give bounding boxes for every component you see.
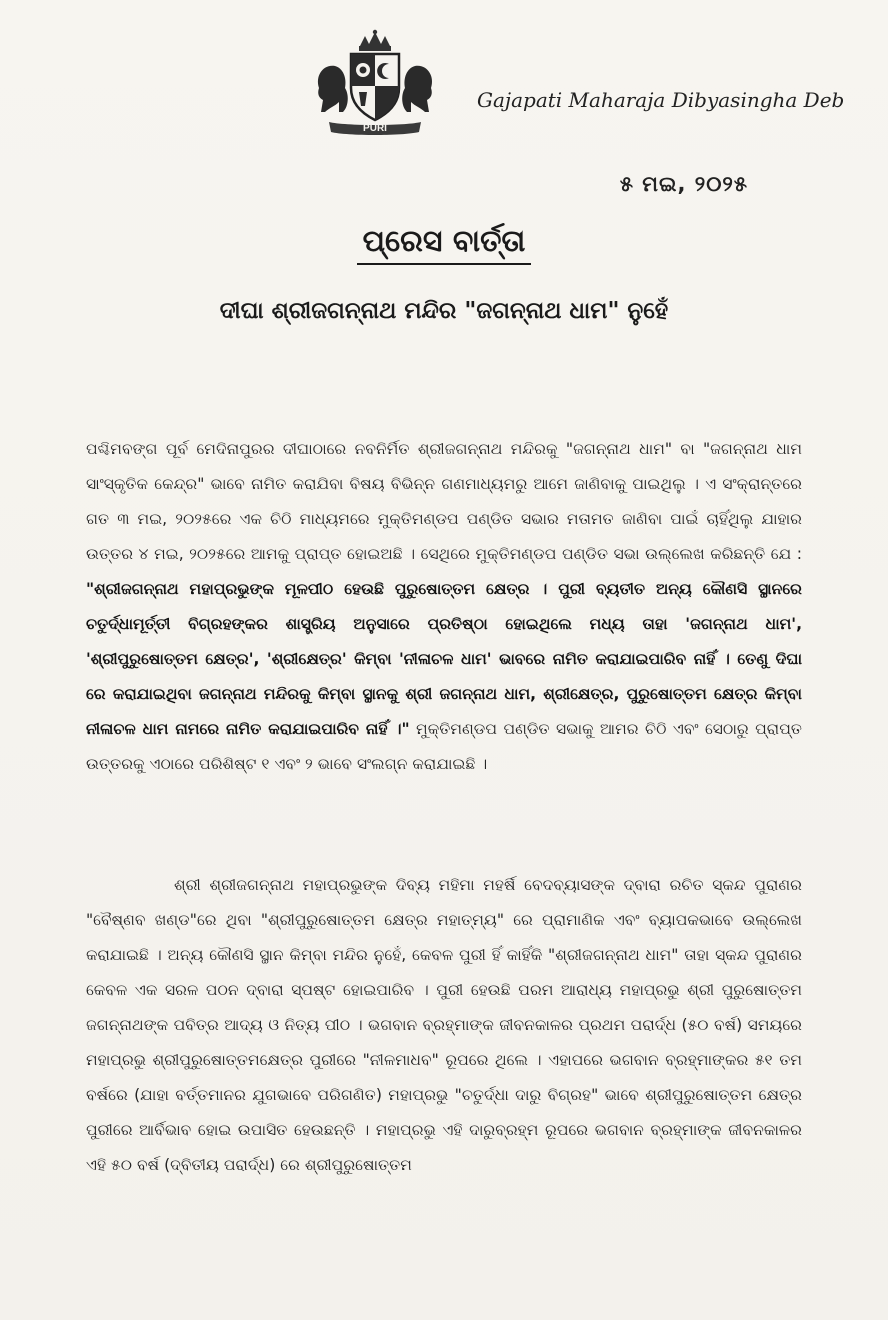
signatory-name: Gajapati Maharaja Dibyasingha Deb [477,88,845,112]
royal-crest-logo [305,28,445,138]
release-date: ୫ ମଇ, ୨୦୨୫ [619,172,748,196]
page-title: ପ୍ରେସ ବାର୍ତ୍ତା [357,224,532,265]
paragraph-1 [86,432,802,782]
page-subtitle: ଦୀଘା ଶ୍ରୀଜଗନ୍ନାଥ ମନ୍ଦିର "ଜଗନ୍ନାଥ ଧାମ" ନୁହେଁ [219,298,669,324]
paragraph-1-intro: ପଶ୍ଚିମବଙ୍ଗ ପୂର୍ବ ମେଦିନାପୁରର ଦୀଘାଠାରେ ନବନିର୍ମିତ ଶ୍ରୀଜଗନ୍ନାଥ ମନ୍ଦିରକୁ "ଜଗନ୍ନାଥ ଧାମ" ବା "ଜଗନ୍ନାଥ ଧାମ ସାଂସ୍କୃତିକ କେନ୍ଦ୍ର" ଭାବେ ନାମିତ କରାଯିବା ବିଷୟ ବିଭିନ୍ନ ଗଣମାଧ୍ୟମରୁ ଆମେ ଜାଣିବାକୁ ପାଇଥିଲୁ । ଏ ସଂକ୍ରାନ୍ତରେ ଗତ ୩ ମଇ, ୨୦୨୫ରେ ଏକ ଚିଠି ମାଧ୍ୟମରେ ମୁକ୍ତିମଣ୍ଡପ ପଣ୍ଡିତ ସଭାର ମତାମତ ଜାଣିବା ପାଇଁ ଚାହିଁଥିଲୁ ଯାହାର ଉତ୍ତର ୪ ମଇ, ୨୦୨୫ରେ ଆମକୁ ପ୍ରାପ୍ତ ହୋଇଅଛି । ସେଥିରେ ମୁକ୍ତିମଣ୍ଡପ ପଣ୍ଡିତ ସଭା ଉଲ୍ଲେଖ କରିଛନ୍ତି ଯେ : [86,440,802,563]
letterhead [305,28,865,140]
paragraph-2: ଶ୍ରୀ ଶ୍ରୀଜଗନ୍ନାଥ ମହାପ୍ରଭୁଙ୍କ ଦିବ୍ୟ ମହିମା ମହର୍ଷି ବେଦବ୍ୟାସଙ୍କ ଦ୍ବାରା ରଚିତ ସ୍କନ୍ଦ ପୁରାଣର "ବୈଷ୍ଣବ ଖଣ୍ଡ"ରେ ଥିବା "ଶ୍ରୀପୁରୁଷୋତ୍ତମ କ୍ଷେତ୍ର ମହାତ୍ମ୍ୟ" ରେ ପ୍ରାମାଣିକ ଏବଂ ବ୍ୟାପକଭାବେ ଉଲ୍ଲେଖ କରାଯାଇଛି । ଅନ୍ୟ କୌଣସି ସ୍ଥାନ କିମ୍ବା ମନ୍ଦିର ନୁହେଁ, କେବଳ ପୁରୀ ହିଁ କାହିଁକି "ଶ୍ରୀଜଗନ୍ନାଥ ଧାମ" ତାହା ସ୍କନ୍ଦ ପୁରାଣର କେବଳ ଏକ ସରଳ ପଠନ ଦ୍ବାରା ସ୍ପଷ୍ଟ ହୋଇପାରିବ । ପୁରୀ ହେଉଛି ପରମ ଆରାଧ୍ୟ ମହାପ୍ରଭୁ ଶ୍ରୀ ପୁରୁଷୋତ୍ତମ ଜଗନ୍ନାଥଙ୍କ ପବିତ୍ର ଆଦ୍ୟ ଓ ନିତ୍ୟ ପୀଠ । ଭଗବାନ ବ୍ରହ୍ମାଙ୍କ ଜୀବନକାଳର ପ୍ରଥମ ପରାର୍ଦ୍ଧ (୫୦ ବର୍ଷ) ସମୟରେ ମହାପ୍ରଭୁ ଶ୍ରୀପୁରୁଷୋତ୍ତମକ୍ଷେତ୍ର ପୁରୀରେ "ନୀଳମାଧବ" ରୂପରେ ଥିଲେ । ଏହାପରେ ଭଗବାନ ବ୍ରହ୍ମାଙ୍କର ୫୧ ତମ ବର୍ଷରେ (ଯାହା ବର୍ତ୍ତମାନର ଯୁଗଭାବେ ପରିଗଣିତ) ମହାପ୍ରଭୁ "ଚତୁର୍ଦ୍ଧା ଦାରୁ ବିଗ୍ରହ" ଭାବେ ଶ୍ରୀପୁରୁଷୋତ୍ତମ କ୍ଷେତ୍ର ପୁରୀରେ ଆର୍ବିଭାବ ହୋଇ ଉପାସିତ ହେଉଛନ୍ତି । ମହାପ୍ରଭୁ ଏହି ଦାରୁବ୍ରହ୍ମ ରୂପରେ ଭଗବାନ ବ୍ରହ୍ମାଙ୍କ ଜୀବନକାଳର ଏହି ୫୦ ବର୍ଷ (ଦ୍ବିତୀୟ ପରାର୍ଦ୍ଧ) ରେ ଶ୍ରୀପୁରୁଷୋତ୍ତମ [86,876,802,1174]
paragraph-1-quote: "ଶ୍ରୀଜଗନ୍ନାଥ ମହାପ୍ରଭୁଙ୍କ ମୂଳପୀଠ ହେଉଛି ପୁରୁଷୋତ୍ତମ କ୍ଷେତ୍ର । ପୁରୀ ବ୍ୟତୀତ ଅନ୍ୟ କୌଣସି ସ୍ଥାନରେ ଚତୁର୍ଦ୍ଧାମୂର୍ତ୍ତୀ ବିଗ୍ରହଙ୍କର ଶାସ୍ତ୍ରିୟ ଅନୁସାରେ ପ୍ରତିଷ୍ଠା ହୋଇଥିଲେ ମଧ୍ୟ ତାହା 'ଜଗନ୍ନାଥ ଧାମ', 'ଶ୍ରୀପୁରୁଷୋତ୍ତମ କ୍ଷେତ୍ର', 'ଶ୍ରୀକ୍ଷେତ୍ର' କିମ୍ବା 'ନୀଳାଚଳ ଧାମ' ଭାବରେ ନାମିତ କରାଯାଇପାରିବ ନାହିଁ । ତେଣୁ ଦିଘା ରେ କରାଯାଇଥିବା ଜଗନ୍ନାଥ ମନ୍ଦିରକୁ କିମ୍ବା ସ୍ଥାନକୁ ଶ୍ରୀ ଜଗନ୍ନାଥ ଧାମ, ଶ୍ରୀକ୍ଷେତ୍ର, ପୁରୁଷୋତ୍ତମ କ୍ଷେତ୍ର କିମ୍ବା ନୀଳାଚଳ ଧାମ ନାମରେ ନାମିତ କରାଯାଇପାରିବ ନାହିଁ ।" [86,580,802,738]
paragraph-1-outro: ମୁକ୍ତିମଣ୍ଡପ ପଣ୍ଡିତ ସଭାକୁ ଆମର ଚିଠି ଏବଂ ସେଠାରୁ ପ୍ରାପ୍ତ ଉତ୍ତରକୁ ଏଠାରେ ପରିଶିଷ୍ଟ ୧ ଏବଂ ୨ ଭାବେ ସଂଲଗ୍ନ କରାଯାଇଛି । [86,720,802,773]
page-title-wrapper [0,224,888,265]
crest-caption: PURI [363,123,387,134]
crest-emblem-icon [305,28,445,138]
